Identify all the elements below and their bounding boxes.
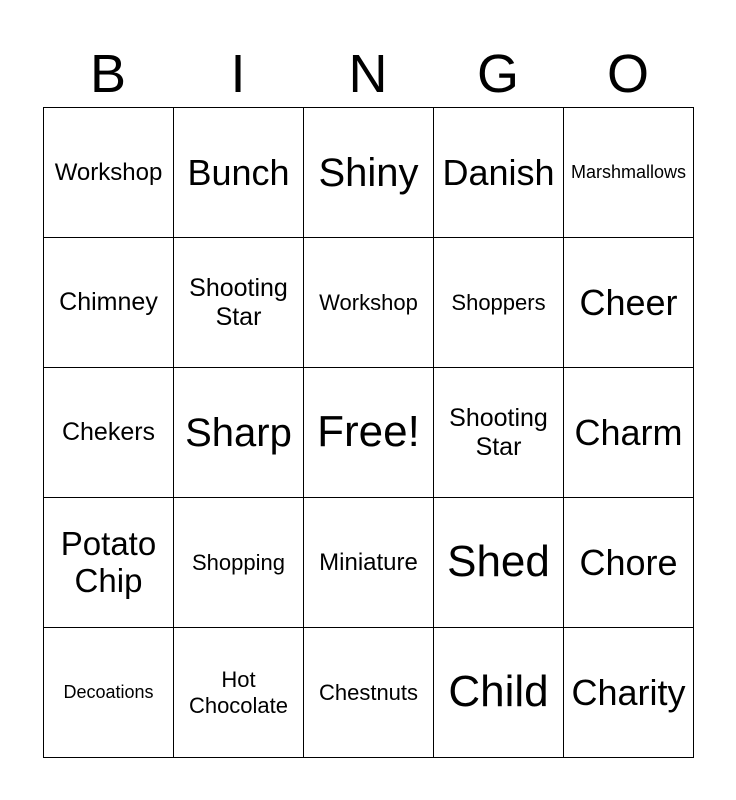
bingo-cell-free[interactable] (304, 368, 434, 498)
bingo-cell-r5-c1[interactable] (44, 628, 174, 758)
header-letter-b: B (89, 44, 127, 104)
bingo-cell-r4-c1[interactable] (44, 498, 174, 628)
bingo-board (43, 107, 694, 758)
cell-text: Child (448, 667, 549, 717)
bingo-header (43, 40, 693, 108)
cell-text: Danish (442, 151, 555, 193)
bingo-cell-r2-c2[interactable] (174, 238, 304, 368)
cell-text: Shooting Star (189, 273, 288, 331)
cell-text: Chestnuts (318, 679, 419, 705)
bingo-cell-r4-c4[interactable] (434, 498, 564, 628)
cell-text: Chimney (59, 288, 158, 317)
bingo-cell-r5-c4[interactable] (434, 628, 564, 758)
cell-text: Hot Chocolate (188, 667, 289, 718)
cell-text: Charity (571, 671, 686, 713)
bingo-cell-r5-c3[interactable] (304, 628, 434, 758)
free-space-text: Free! (317, 407, 420, 457)
bingo-cell-r5-c2[interactable] (174, 628, 304, 758)
bingo-cell-r2-c3[interactable] (304, 238, 434, 368)
bingo-cell-r1-c1[interactable] (44, 108, 174, 238)
cell-text: Marshmallows (570, 162, 687, 183)
cell-text: Potato Chip (60, 524, 157, 599)
header-letter-o: O (606, 44, 649, 104)
bingo-cell-r1-c3[interactable] (304, 108, 434, 238)
header-letter-g: G (476, 44, 519, 104)
bingo-cell-r1-c4[interactable] (434, 108, 564, 238)
cell-text: Miniature (319, 548, 418, 576)
cell-text: Sharp (185, 410, 292, 455)
bingo-cell-r3-c2[interactable] (174, 368, 304, 498)
cell-text: Decoations (63, 682, 154, 703)
cell-text: Workshop (54, 158, 163, 186)
bingo-cell-r2-c5[interactable] (564, 238, 694, 368)
cell-text: Shooting Star (449, 403, 548, 461)
bingo-cell-r2-c1[interactable] (44, 238, 174, 368)
bingo-cell-r4-c2[interactable] (174, 498, 304, 628)
bingo-cell-r3-c5[interactable] (564, 368, 694, 498)
cell-text: Bunch (187, 151, 290, 193)
cell-text: Shed (447, 537, 550, 587)
bingo-cell-r2-c4[interactable] (434, 238, 564, 368)
bingo-cell-r1-c2[interactable] (174, 108, 304, 238)
cell-text: Cheer (579, 281, 678, 323)
cell-text: Charm (574, 411, 683, 453)
cell-text: Shoppers (451, 289, 546, 315)
bingo-cell-r3-c4[interactable] (434, 368, 564, 498)
cell-text: Chore (579, 541, 678, 583)
cell-text: Chekers (61, 418, 156, 447)
cell-text: Shopping (192, 549, 285, 575)
cell-text: Workshop (319, 289, 418, 315)
bingo-cell-r3-c1[interactable] (44, 368, 174, 498)
header-letter-i: I (230, 44, 246, 104)
bingo-cell-r4-c3[interactable] (304, 498, 434, 628)
bingo-cell-r4-c5[interactable] (564, 498, 694, 628)
cell-text: Shiny (318, 150, 419, 195)
header-letter-n: N (348, 44, 388, 104)
bingo-cell-r5-c5[interactable] (564, 628, 694, 758)
bingo-cell-r1-c5[interactable] (564, 108, 694, 238)
